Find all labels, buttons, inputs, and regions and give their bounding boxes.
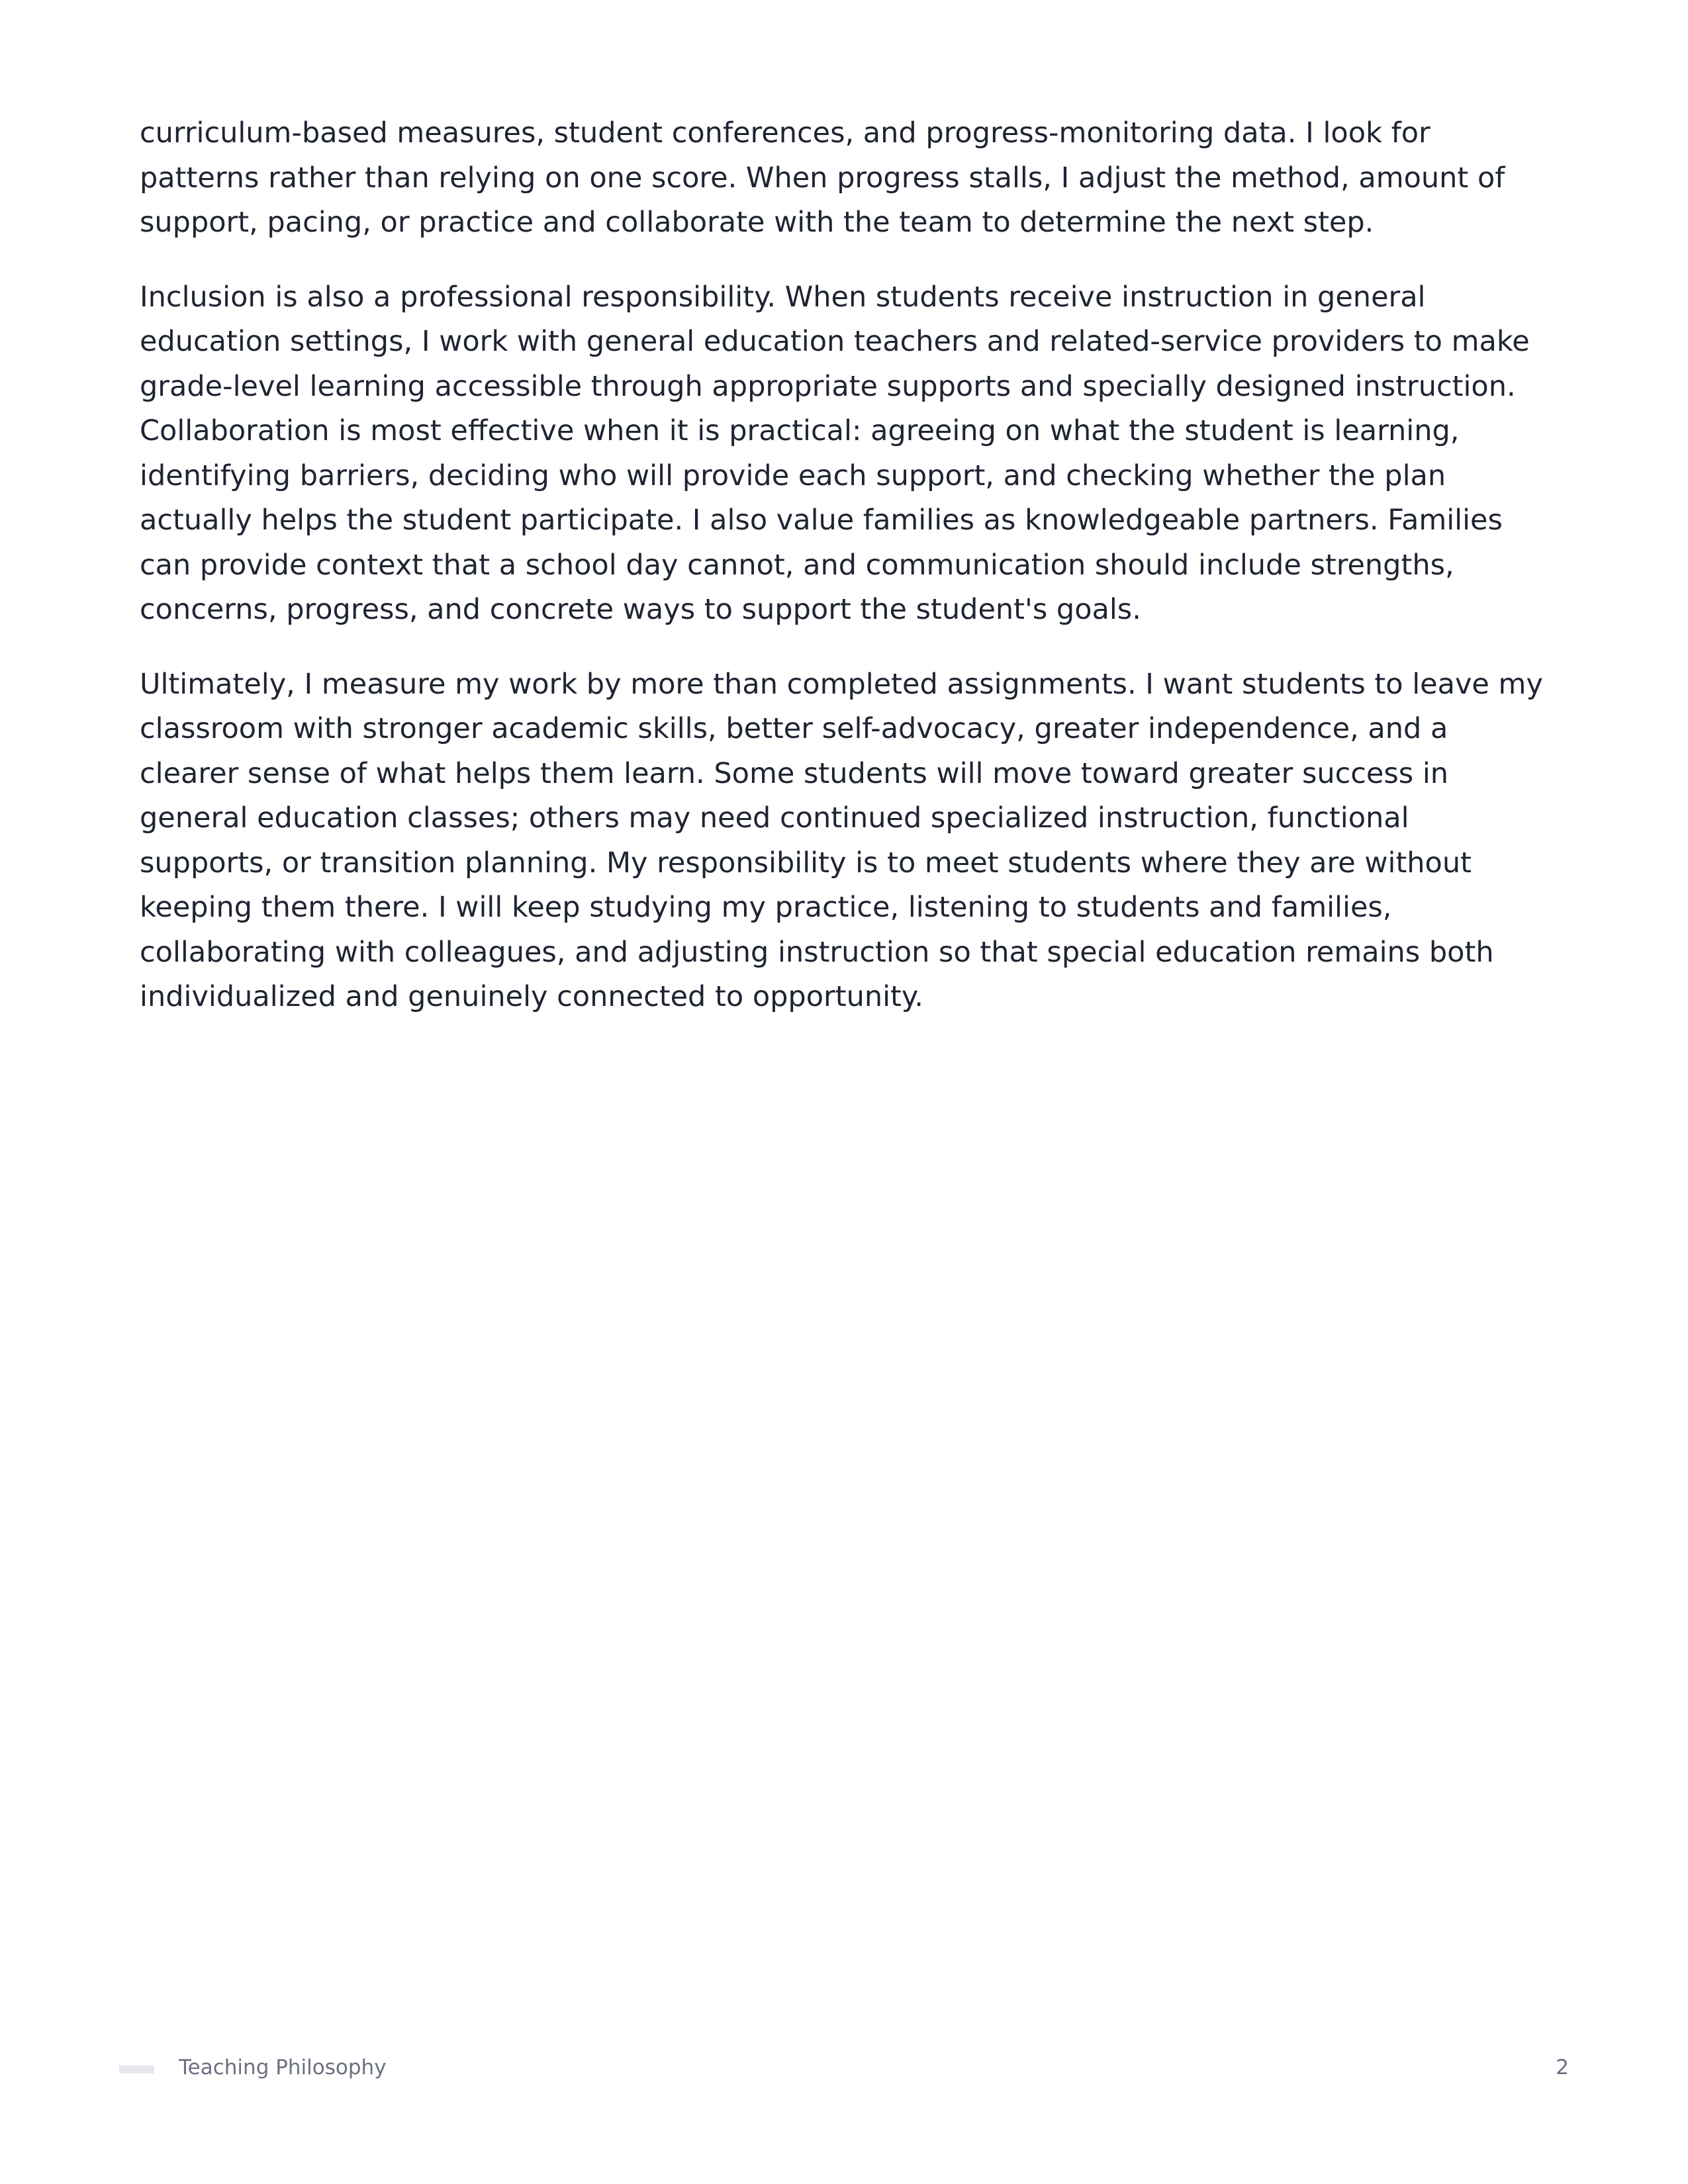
paragraph-ultimately-responsibility: Ultimately, I measure my work by more than completed assignments. I want students to leave my classroom with stronger academic skills, better self-advocacy, greater independence, and a clearer sense of what helps them learn. Some students will move toward greater success in general education classes; others may need continued specialized instruction, functional supports, or transition planning. My responsibility is to meet students where they are without keeping them there. I will keep studying my practice, listening to students and families, collaborating with colleagues, and adjusting instruction so that special education remains both individualized and genuinely connected to opportunity. bbox=[140, 667, 1543, 1013]
footer-document-title: Teaching Philosophy bbox=[179, 2056, 387, 2079]
page-number: 2 bbox=[1556, 2056, 1569, 2079]
paragraph-assessment-progress: curriculum-based measures, student conferences, and progress-monitoring data. I look for patterns rather than relying on one score. When progress stalls, I adjust the method, amount of support, pacing, or practice and collaborate with the team to determine the next step. bbox=[140, 116, 1505, 239]
page-footer bbox=[119, 2052, 1569, 2085]
document-body bbox=[140, 111, 1550, 1050]
paragraph-inclusion-collaboration: Inclusion is also a professional responsibility. When students receive instruction in general education settings, I work with general education teachers and related-service providers to make grade-level learning accessible through appropriate supports and specially designed instruction. Collaboration is most effective when it is practical: agreeing on what the student is learning, identifying barriers, deciding who will provide each support, and checking whether the plan actually helps the student participate. I also value families as knowledgeable partners. Families can provide context that a school day cannot, and communication should include strengths, concerns, progress, and concrete ways to support the student's goals. bbox=[140, 280, 1530, 626]
footer-accent-mark bbox=[119, 2066, 154, 2073]
